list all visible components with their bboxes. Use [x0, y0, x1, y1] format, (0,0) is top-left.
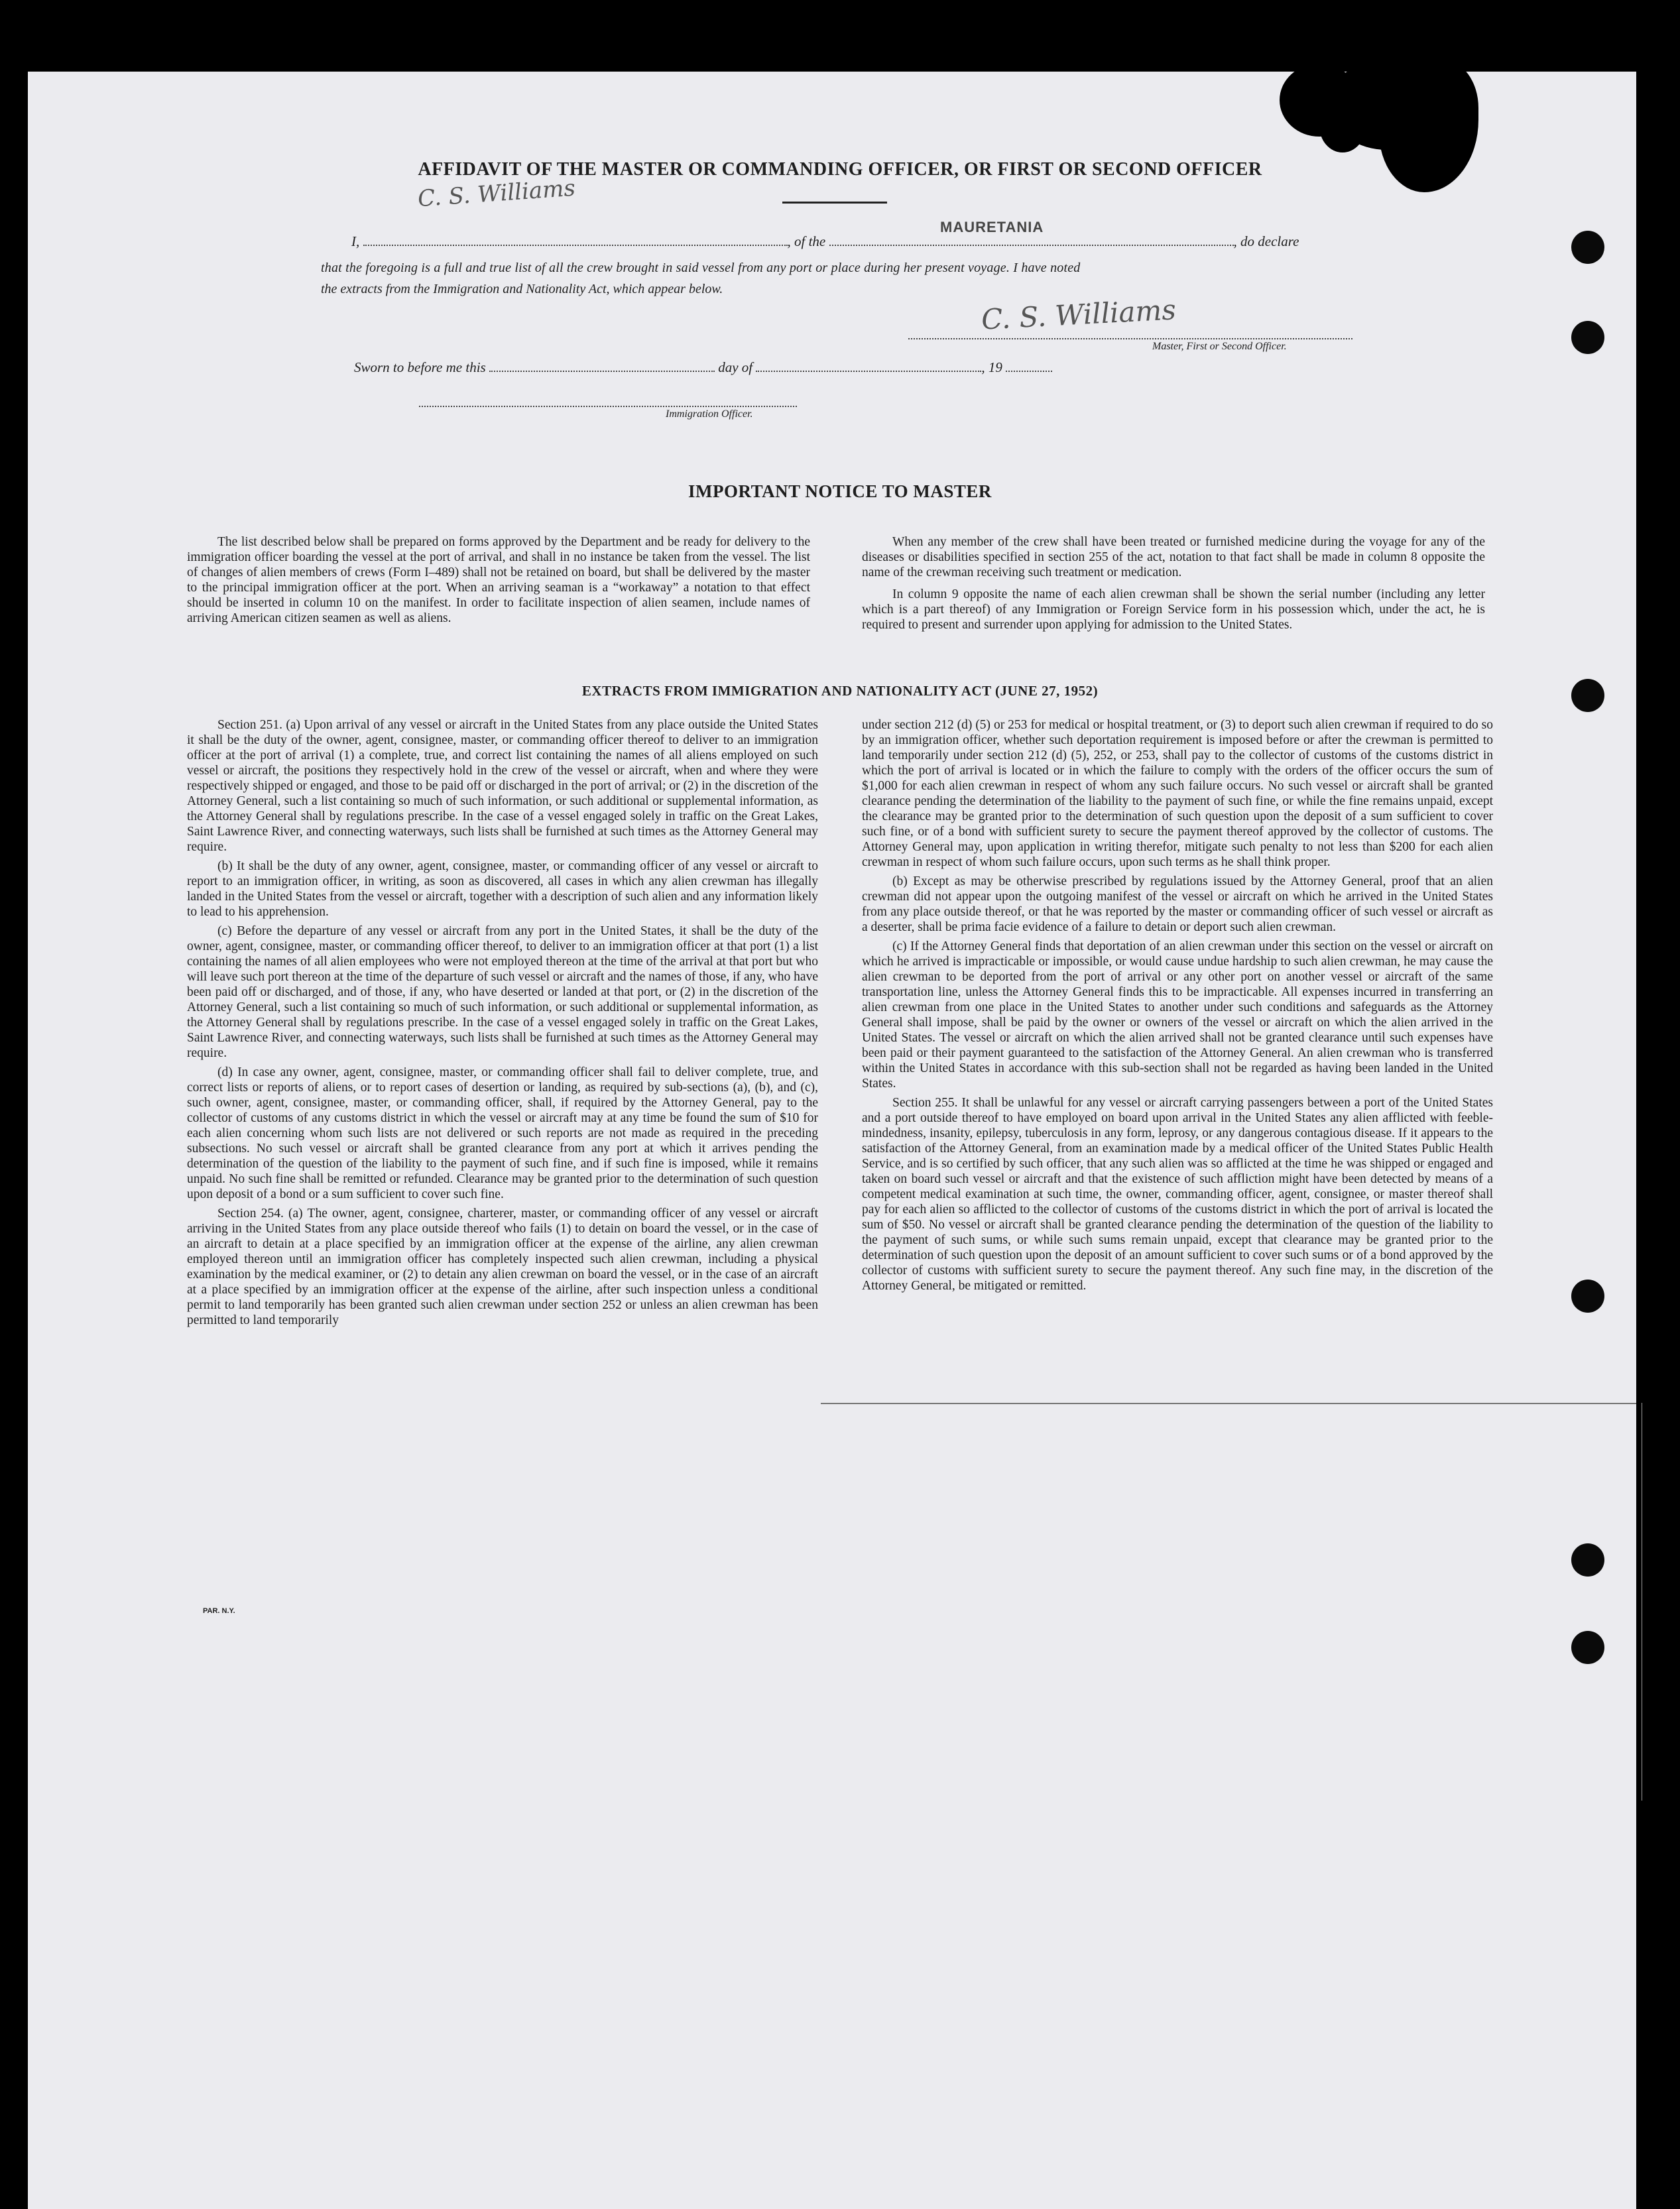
- statement-line-2: the extracts from the Immigration and Nationality Act, which appear below.: [321, 282, 723, 296]
- of-the-label: , of the: [787, 233, 826, 249]
- punch-hole: [1571, 1631, 1604, 1664]
- statement-line-1: that the foregoing is a full and true list of all the crew brought in said vessel from any port or place during her present voyage. I have noted: [321, 261, 1081, 275]
- year-label: , 19: [981, 359, 1002, 375]
- officer-caption: Immigration Officer.: [666, 408, 753, 420]
- torn-corner: [1319, 99, 1366, 152]
- section-254c: (c) If the Attorney General finds that deportation of an alien crewman under this section on the vessel or aircraft on which he arrived is impracticable or impossible, or would cause undue hardship to such alien crewman, he may cause the alien crewman to be deported from the port of arrival or any other port on another vessel or aircraft of the same transportation line, unless the Attorney General finds this to be impracticable. All expenses incurred in transferring an alien crewman from one place in the United States to another under such conditions and safeguards as the Attorney General shall impose, shall be paid by the owner or owners of the vessel or aircraft on which the alien arrived in the United States. The vessel or aircraft on which the alien arrived shall not be granted clearance until such expenses have been paid or their payment guaranteed to the satisfaction of the Attorney General. An alien crewman who is transferred within the United States in accordance with this sub-section shall not be regarded as having been landed in the United States.: [862, 939, 1493, 1091]
- sworn-year-blank: [1006, 371, 1052, 372]
- affidavit-title: AFFIDAVIT OF THE MASTER OR COMMANDING OFFICER, OR FIRST OR SECOND OFFICER: [418, 159, 1262, 180]
- notice-right-paragraph-2: In column 9 opposite the name of each alien crewman shall be shown the serial number (including any letter which is a part thereof) of any Immigration or Foreign Service form in his possession which, under the act, he is required to present and surrender upon applying for admission to the United States.: [862, 587, 1485, 632]
- notice-right-paragraph-1: When any member of the crew shall have been treated or furnished medicine during the voyage for any of the diseases or disabilities specified in section 255 of the act, notation to that fact shall be made in column 8 opposite the name of the crewman receiving such treatment or medication.: [862, 535, 1485, 579]
- notice-left-column: [187, 534, 810, 626]
- sworn-day-blank: [489, 371, 715, 372]
- notice-left-paragraph: The list described below shall be prepared on forms approved by the Department and be ready for delivery to the immigration officer boarding the vessel at the port of arrival, and shall in no instance be taken from the vessel. The list of changes of alien members of crews (Form I–489) shall not be retained on board, but shall be delivered by the master to the principal immigration officer at the port. When an arriving seaman is a “workaway” a notation to that effect should be inserted in column 10 on the manifest. In order to facilitate inspection of alien seamen, include names of arriving American citizen seamen as well as aliens.: [187, 535, 810, 625]
- vessel-blank: [829, 245, 1234, 246]
- section-251d: (d) In case any owner, agent, consignee, master, or commanding officer shall fail to deliver complete, true, and correct lists or reports of aliens, or to report cases of desertion or landing, as required by sub-sections (a), (b), and (c), such owner, agent, consignee, master, or commanding officer, shall, if required by the Attorney General, pay to the collector of customs of any customs district in which the vessel or aircraft may at any time be found the sum of $10 for each alien concerning whom such lists are not delivered or such reports are not made as required in the preceding subsections. No such vessel or aircraft shall be granted clearance from any port at which it arrives pending the determination of the question of the liability to the payment of such fine, and if such fine is imposed, while it remains unpaid. No such fine shall be remitted or refunded. Clearance may be granted prior to the determination of such question upon deposit of a bond or a sum sufficient to cover such fine.: [187, 1065, 818, 1201]
- handwritten-name: C. S. Williams: [416, 174, 577, 213]
- title-divider: [782, 202, 887, 204]
- sworn-line: [354, 358, 1052, 377]
- extracts-right-column: [862, 717, 1493, 1293]
- i-label: I,: [351, 233, 360, 249]
- section-251b: (b) It shall be the duty of any owner, agent, consignee, master, or commanding officer of any vessel or aircraft to report to an immigration officer, in writing, as soon as discovered, all cases in which any alien crewman has illegally landed in the United States from the vessel or aircraft, together with a description of such alien and any information likely to lead to his apprehension.: [187, 859, 818, 919]
- punch-hole: [1571, 1543, 1604, 1577]
- do-declare-label: , do declare: [1233, 233, 1299, 249]
- extracts-title: EXTRACTS FROM IMMIGRATION AND NATIONALITY ACT (JUNE 27, 1952): [581, 683, 1099, 699]
- sworn-month-blank: [756, 371, 981, 372]
- paper-fold-line: [821, 1403, 1636, 1404]
- section-255: Section 255. It shall be unlawful for any vessel or aircraft carrying passengers between a port of the United States and a port outside thereof to have employed on board upon arrival in the United States any alien afflicted with feeble-mindedness, insanity, epilepsy, tuberculosis in any form, leprosy, or any dangerous contagious disease. If it appears to the satisfaction of the Attorney General, from an examination made by a medical officer of the United States Public Health Service, and is so certified by such officer, that any such alien was so afflicted at the time he was shipped or engaged and taken on board such vessel or aircraft and that the existence of such affliction might have been detected by means of a competent medical examination at such time, the owner, commanding officer, agent, consignee, or master thereof shall pay for each alien so afflicted to the collector of customs of the customs district in which the port of arrival is located the sum of $50. No vessel or aircraft shall be granted clearance pending the determination of the question of the liability to the payment of such sums, or while such sums remain unpaid, except that clearance may be granted prior to the determination of such question upon the deposit of an amount sufficient to cover such sums or of a bond approved by the collector of customs with sufficient surety to secure the payment thereof. Any such fine may, in the discretion of the Attorney General, be mitigated or remitted.: [862, 1096, 1493, 1293]
- notice-title: IMPORTANT NOTICE TO MASTER: [688, 481, 992, 501]
- notice-right-column: [862, 534, 1485, 632]
- punch-hole: [1571, 321, 1604, 354]
- section-251c: (c) Before the departure of any vessel or aircraft from any port in the United States, it shall be the duty of the owner, agent, consignee, master, or commanding officer thereof, to deliver to an immigration officer at that port (1) a list containing the names of all alien employees who were not employed thereon at the time of the arrival at that port but who will leave such port thereon at the time of the departure of such vessel or aircraft and the names of those, if any, who have been paid off or discharged, and of those, if any, who have deserted or landed at that port, or (2) in the discretion of the Attorney General, such a list containing so much of such information, or such additional or supplemental information, as the Attorney General shall by regulations prescribe. In the case of a vessel engaged solely in traffic on the Great Lakes, Saint Lawrence River, and connecting waterways, such lists shall be furnished at such times as the Attorney General may require.: [187, 924, 818, 1060]
- sworn-label: Sworn to before me this: [354, 359, 486, 375]
- vessel-name-stamp: MAURETANIA: [940, 219, 1044, 235]
- name-blank: [363, 245, 788, 246]
- officer-line: [419, 406, 797, 407]
- extracts-left-column: [187, 717, 818, 1328]
- section-254b: (b) Except as may be otherwise prescribed by regulations issued by the Attorney General, proof that an alien crewman did not appear upon the outgoing manifest of the vessel or aircraft on which he arrived in the United States from any place outside thereof, or that he was reported by the master or commanding officer of such vessel or aircraft as a deserter, shall be prima facie evidence of a failure to detain or deport such alien crewman.: [862, 874, 1493, 934]
- punch-hole: [1571, 231, 1604, 264]
- signature-line: [908, 338, 1352, 339]
- master-signature: C. S. Williams: [980, 293, 1177, 336]
- section-254a: Section 254. (a) The owner, agent, consignee, charterer, master, or commanding officer of any vessel or aircraft arriving in the United States from any place outside thereof who fails (1) to detain on board the vessel, or in the case of an aircraft to detain at a place specified by an immigration officer at the expense of the airline, any alien crewman employed thereon until an immigration officer has completely inspected such alien crewman, including a physical examination by the medical examiner, or (2) to detain any alien crewman on board the vessel, or in the case of an aircraft at a place specified by an immigration officer at the expense of the airline, after such inspection unless a conditional permit to land temporarily has been granted such alien crewman under section 252 or unless an alien crewman has been permitted to land temporarily: [187, 1207, 818, 1327]
- printer-mark: PAR. N.Y.: [203, 1607, 235, 1615]
- signature-caption: Master, First or Second Officer.: [1152, 341, 1287, 352]
- day-of-label: day of: [718, 359, 753, 375]
- declaration-line: [351, 232, 1352, 251]
- section-254a-continued: under section 212 (d) (5) or 253 for medical or hospital treatment, or (3) to deport such alien crewman if required to do so by an immigration officer, whether such deportation requirement is imposed before or after the crewman is permitted to land temporarily under section 212 (d) (5), 252, or 253, shall pay to the collector of customs of the customs district in which the port of arrival is located or in which the failure to comply with the orders of the officer occurs the sum of $1,000 for each alien crewman in respect of whom any such failure occurs. No such vessel or aircraft shall be granted clearance pending the determination of the liability to the payment of such fine, or while the fine remains unpaid, except the clearance may be granted prior to the determination of such question upon the deposit of a sum sufficient to cover such fine, or of a bond with sufficient surety to secure the payment thereof approved by the collector of customs. The Attorney General may, upon application in writing therefor, mitigate such penalty to not less than $200 for each alien crewman in respect of whom such failure occurs, upon such terms as he shall think proper.: [862, 718, 1493, 869]
- punch-hole: [1571, 1280, 1604, 1313]
- section-251a: Section 251. (a) Upon arrival of any vessel or aircraft in the United States from any place outside the United States it shall be the duty of the owner, agent, consignee, master, or commanding officer thereof to deliver to an immigration officer at the port of arrival (1) a complete, true, and correct list containing the names of all aliens employed on such vessel or aircraft, the positions they respectively hold in the crew of the vessel or aircraft, when and where they were respectively shipped or engaged, and those to be paid off or discharged in the port of arrival; or (2) in the discretion of the Attorney General, such a list containing so much of such information, or such additional or supplemental information, as the Attorney General shall by regulations prescribe. In the case of a vessel engaged solely in traffic on the Great Lakes, Saint Lawrence River, and connecting waterways, such lists shall be furnished at such times as the Attorney General may require.: [187, 718, 818, 854]
